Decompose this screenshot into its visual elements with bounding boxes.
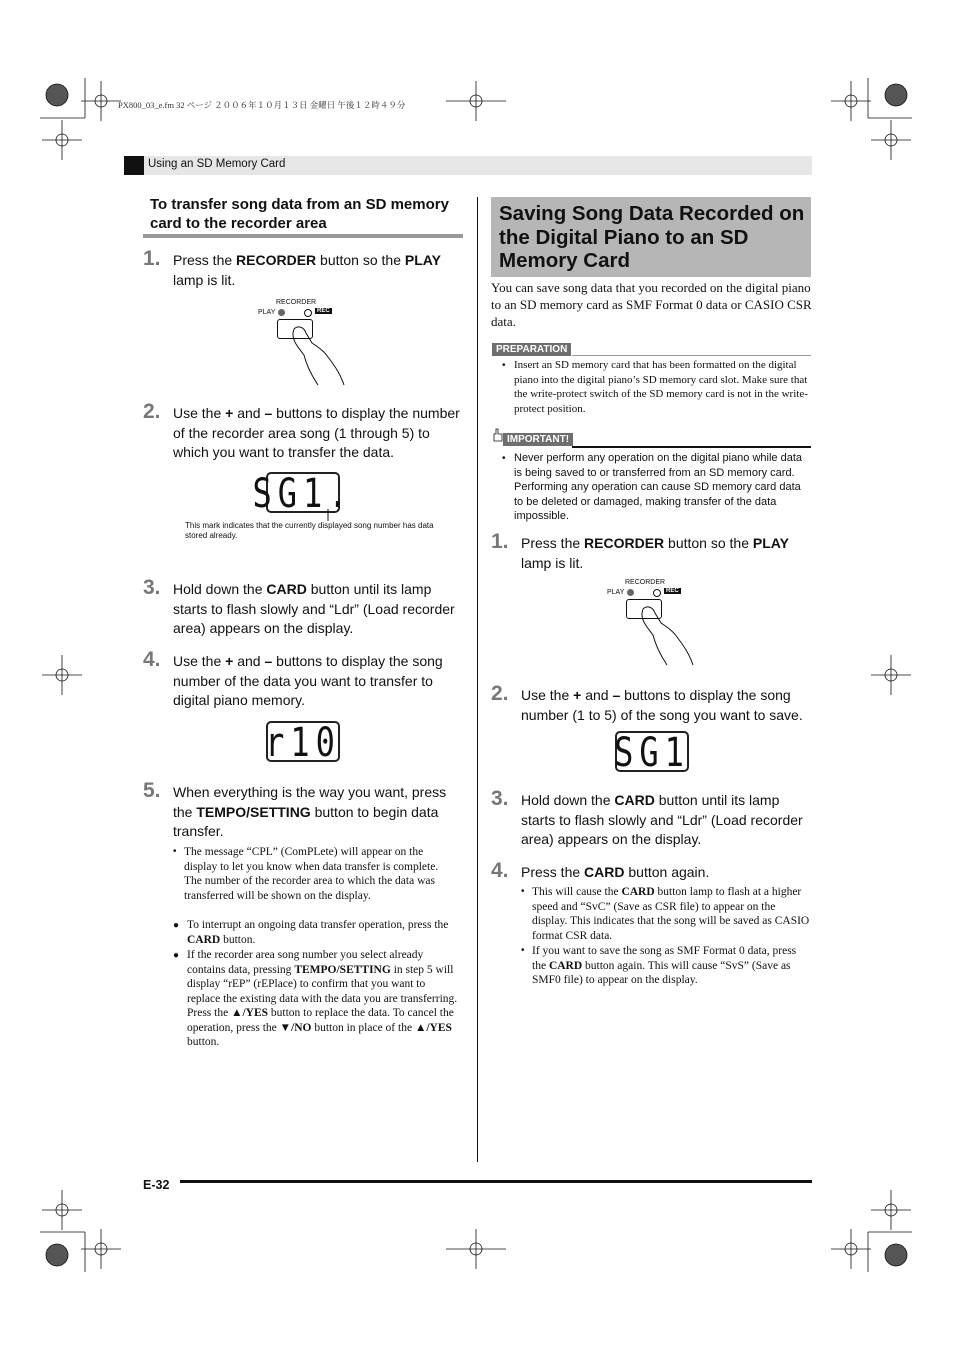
- bullet-symbol: •: [173, 846, 177, 857]
- preparation-label: PREPARATION: [492, 343, 571, 356]
- step-number: 4.: [143, 648, 161, 671]
- hand-icon: [258, 299, 358, 389]
- bullet-text: The message “CPL” (ComPLete) will appear on the display to let you know when data transfer is complete. The number of the recorder area to which the data was transferred will be shown on the display.: [184, 846, 439, 902]
- step-number: 1.: [491, 530, 509, 553]
- step-text: Hold down the CARD button until its lamp starts to flash slowly and “Ldr” (Load recorder area) appears on the display.: [521, 792, 803, 847]
- bullet-text: If the recorder area song number you select already contains data, pressing TEMPO/SETTING in step 5 will display “rEP” (rEPlace) to confirm that you want to replace the existing data with the data you are transferring. Press the ▲/YES button to replace the data. To cancel the operation, press the ▼/NO button in place of the ▲/YES button.: [187, 949, 458, 1048]
- bullet-symbol: ●: [173, 920, 180, 931]
- lcd-display: r10: [265, 717, 341, 766]
- lcd-display: SG1: [614, 727, 690, 776]
- bullet-text: If you want to save the song as SMF Format 0 data, press the CARD button again. This will cause “SvS” (Save as SMF0 file) to appear on the display.: [532, 945, 797, 986]
- section-title: Using an SD Memory Card: [148, 158, 286, 170]
- bullet-symbol: •: [502, 453, 506, 464]
- important-rule: [572, 446, 811, 448]
- important-text: Never perform any operation on the digital piano while data is being saved to or transferred from an SD memory card. Performing any operation can cause SD memory card data to be deleted or damaged, making transfer of the data impossible.: [514, 452, 803, 522]
- step-text: Press the RECORDER button so the PLAY lamp is lit.: [173, 252, 441, 288]
- recorder-button-illustration: RECORDER PLAY REC: [258, 299, 358, 389]
- subheading-rule: [143, 234, 463, 238]
- bullet-symbol: •: [521, 945, 525, 956]
- intro-paragraph: You can save song data that you recorded on the digital piano to an SD memory card as SMF Format 0 data or CASIO CSR data.: [491, 280, 812, 329]
- step-number: 1.: [143, 247, 161, 270]
- step-number: 5.: [143, 779, 161, 802]
- step-number: 3.: [143, 576, 161, 599]
- header-marker: [124, 156, 144, 175]
- step-text: Use the + and – buttons to display the number of the recorder area song (1 through 5) to which you want to transfer the data.: [173, 405, 460, 460]
- left-subheading: To transfer song data from an SD memory card to the recorder area: [150, 196, 449, 232]
- lcd-display: SG1.: [252, 468, 354, 517]
- recorder-button-illustration: RECORDER PLAY REC: [607, 579, 707, 669]
- file-info-line: PX800_03_e.fm 32 ページ ２００６年１０月１３日 金曜日 午後１２時４９分: [118, 100, 406, 110]
- step-text: Use the + and – buttons to display the song number of the data you want to transfer to digital piano memory.: [173, 653, 443, 708]
- lcd-note: This mark indicates that the currently displayed song number has data stored already.: [185, 521, 434, 540]
- step-number: 4.: [491, 859, 509, 882]
- page-number: E-32: [143, 1178, 170, 1192]
- bullet-symbol: •: [502, 360, 506, 371]
- column-divider: [477, 197, 478, 1162]
- step-text: Press the RECORDER button so the PLAY lamp is lit.: [521, 535, 789, 571]
- step-number: 2.: [143, 400, 161, 423]
- bullet-text: This will cause the CARD button lamp to flash at a higher speed and “SvC” (Save as CSR file) to appear on the display. This indicates that the song will be saved as CASIO format CSR data.: [532, 886, 810, 942]
- hand-icon: [607, 579, 707, 669]
- step-number: 2.: [491, 682, 509, 705]
- step-number: 3.: [491, 787, 509, 810]
- bullet-text: To interrupt an ongoing data transfer operation, press the CARD button.: [187, 919, 449, 946]
- preparation-rule: [572, 355, 811, 356]
- main-heading: Saving Song Data Recorded on the Digital Piano to an SD Memory Card: [499, 202, 805, 272]
- preparation-text: Insert an SD memory card that has been formatted on the digital piano into the digital piano’s SD memory card slot. Make sure that the write-protect switch of the SD memory card is not in the write-protect position.: [514, 359, 808, 415]
- step-text: Hold down the CARD button until its lamp starts to flash slowly and “Ldr” (Load recorder area) appears on the display.: [173, 581, 455, 636]
- footer-rule: [180, 1180, 812, 1183]
- step-text: Use the + and – buttons to display the song number (1 to 5) of the song you want to save.: [521, 687, 803, 723]
- step-text: When everything is the way you want, press the TEMPO/SETTING button to begin data transfer.: [173, 784, 447, 839]
- important-label: IMPORTANT!: [503, 433, 573, 446]
- bullet-symbol: ●: [173, 950, 180, 961]
- bullet-symbol: •: [521, 886, 525, 897]
- step-text: Press the CARD button again.: [521, 864, 710, 880]
